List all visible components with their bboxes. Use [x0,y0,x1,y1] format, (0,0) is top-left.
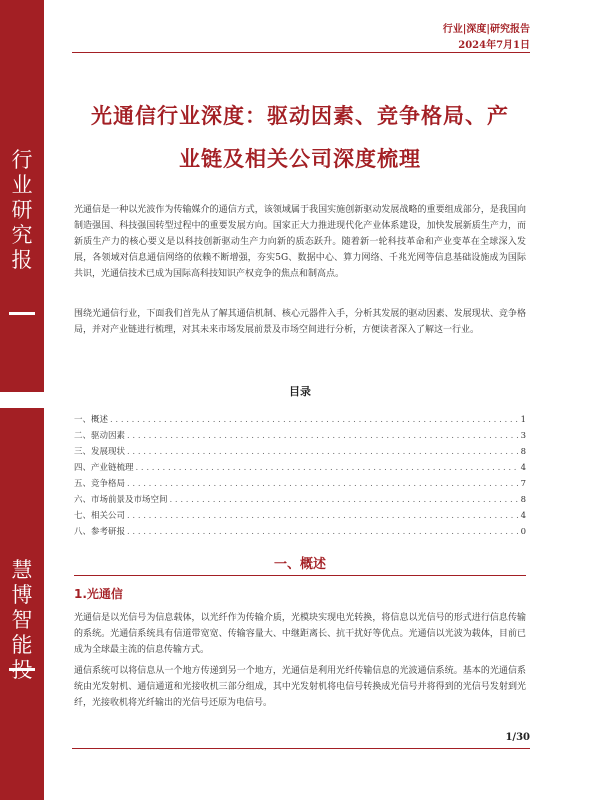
intro-paragraph-1: 光通信是一种以光波作为传输媒介的通信方式，该领域属于我国实施创新驱动发展战略的重要组成部分，是我国向制造强国、科技强国转型过程中的重要发展方向。国家正大力推进现代化产业体系建设，加快发展新质生产力，而新质生产力的核心要义是以科技创新驱动生产力向新的质态跃升。随着新一轮科技革命和产业变革在全球深入发展，各领域对信息通信网络的依赖不断增强，夯实5G、数据中心、算力网络、千兆光网等信息基础设施成为国际共识，光通信技术已成为国际高科技知识产权竞争的焦点和制高点。 [74,205,526,279]
sidebar-label-research-report: 行 业 研 究 报 [11,148,33,272]
toc-item-page: 4 [520,511,526,521]
header-divider [72,52,530,53]
header-date: 2024年7月1日 [458,40,530,51]
subsection-heading: 1.光通信 [74,587,123,601]
section-paragraph-2: 通信系统可以将信息从一个地方传递到另一个地方，光通信是利用光纤传输信息的光波通信系统。基本的光通信系统由光发射机、通信通道和光接收机三部分组成，其中光发射机将电信号转换成光信号并将得到的光信号发射到光纤，光接收机将光纤输出的光信号还原为电信号。 [74,666,526,708]
toc-leader [170,495,519,505]
toc-item[interactable] [74,525,526,541]
section-divider [74,575,526,576]
section-heading: 一、概述 [273,557,326,572]
toc-item-page: 0 [520,527,526,537]
toc-item-label: 七、相关公司 [74,511,126,521]
sidebar-divider-top [9,312,35,315]
toc-item-label: 二、驱动因素 [74,431,126,441]
toc-item-page: 7 [520,479,526,489]
toc-item[interactable] [74,477,526,493]
page-title-line-1: 光通信行业深度：驱动因素、竞争格局、产 [91,104,509,128]
section-paragraph-1: 光通信是以光信号为信息载体，以光纤作为传输介质，光模块实现电光转换，将信息以光信号的形式进行信息传输的系统。光通信系统具有信道带宽宽、传输容量大、中继距离长、抗干扰好等优点。光通信以光波为载体，目前已成为全球最主流的信息传输方式。 [74,613,526,655]
toc-item-label: 八、参考研报 [74,527,126,537]
toc-title: 目录 [289,385,311,398]
toc-leader [127,511,519,521]
toc-item-label: 五、竞争格局 [74,479,126,489]
sidebar-divider-bottom [9,668,35,671]
toc-leader [127,431,519,441]
toc-item[interactable] [74,461,526,477]
toc-item-page: 1 [520,415,526,425]
toc-item-label: 四、产业链梳理 [74,463,134,473]
toc-item-page: 3 [520,431,526,441]
header-category: 行业|深度|研究报告 [442,24,530,35]
toc-item[interactable] [74,493,526,509]
sidebar [0,0,44,800]
toc-leader [110,415,519,425]
sidebar-white-band [0,392,44,408]
toc-item-label: 一、概述 [74,415,109,425]
toc-item-page: 4 [520,463,526,473]
toc-leader [136,463,519,473]
toc-item-label: 六、市场前景及市场空间 [74,495,168,505]
footer-divider [72,748,530,749]
toc-item-page: 8 [520,495,526,505]
toc-leader [127,479,519,489]
table-of-contents [74,413,526,541]
toc-item[interactable] [74,445,526,461]
toc-item-page: 8 [520,447,526,457]
toc-leader [127,527,519,537]
toc-item[interactable] [74,509,526,525]
page-title-line-2: 业链及相关公司深度梳理 [179,147,421,171]
toc-leader [127,447,519,457]
toc-item-label: 三、发展现状 [74,447,126,457]
toc-item[interactable] [74,429,526,445]
toc-item[interactable] [74,413,526,429]
page-number: 1/30 [505,732,530,743]
sidebar-label-brand: 慧 博 智 能 [11,558,33,657]
intro-paragraph-2: 围绕光通信行业，下面我们首先从了解其通信机制、核心元器件入手，分析其发展的驱动因素、发展现状、竞争格局，并对产业链进行梳理，对其未来市场发展前景及市场空间进行分析，方便读者深入了解这一行业。 [74,309,526,335]
